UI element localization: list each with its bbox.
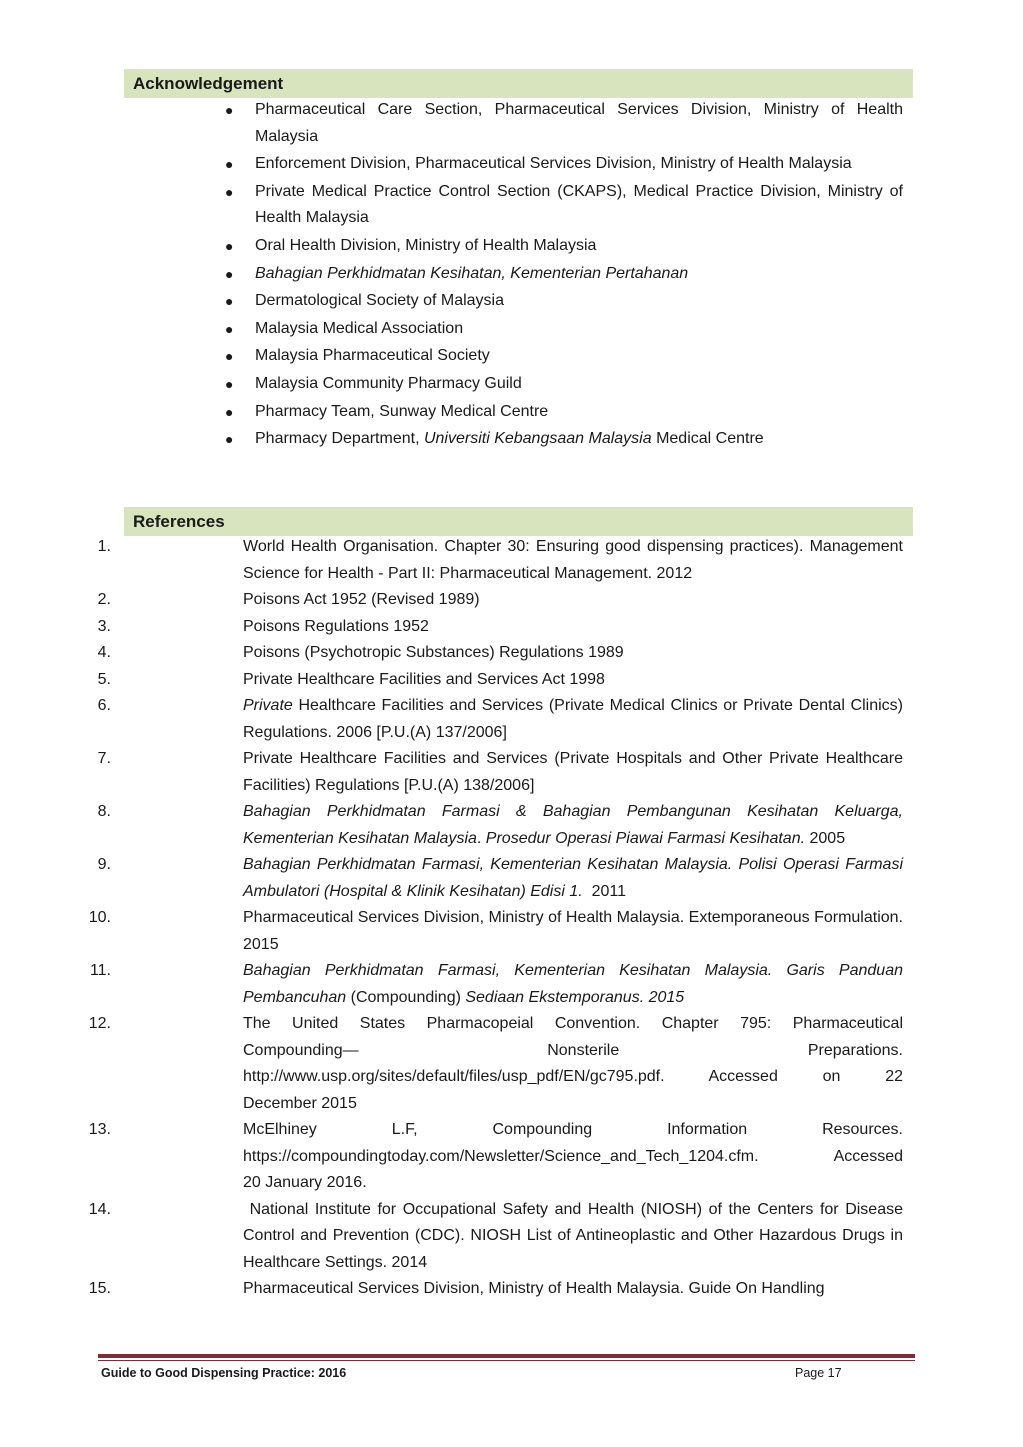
- reference-item: 3. Poisons Regulations 1952: [97, 617, 429, 635]
- footer-page-number: Page 17: [795, 1366, 842, 1380]
- reference-item: 7. Private Healthcare Facilities and Services (Private Hospitals and Other Private Healthcare Facilities) Regulations [P.U.(A) 138/2006]: [97, 750, 903, 794]
- bullet-icon: ●: [225, 102, 234, 118]
- references-list: [0, 534, 1023, 1303]
- list-item: ● Malaysia Pharmaceutical Society: [0, 343, 903, 370]
- bullet-icon: ●: [225, 320, 234, 337]
- list-item: ● Malaysia Medical Association: [0, 316, 903, 343]
- bullet-icon: ●: [225, 183, 234, 200]
- list-item: ● Enforcement Division, Pharmaceutical Services Division, Ministry of Health Malaysia: [0, 151, 903, 178]
- reference-item: 4. Poisons (Psychotropic Substances) Regulations 1989: [97, 644, 624, 661]
- bullet-icon: ●: [225, 431, 234, 448]
- reference-item: 10. Pharmaceutical Services Division, Ministry of Health Malaysia. Extemporaneous Formulation. 2015: [88, 909, 903, 953]
- reference-item: 5. Private Healthcare Facilities and Services Act 1998: [97, 670, 605, 688]
- footer-document-title: Guide to Good Dispensing Practice: 2016: [101, 1366, 347, 1380]
- acknowledgement-list: [0, 97, 1023, 454]
- reference-item: 2. Poisons Act 1952 (Revised 1989): [97, 591, 480, 608]
- list-item: ● Malaysia Community Pharmacy Guild: [0, 371, 903, 398]
- reference-item: 9. Bahagian Perkhidmatan Farmasi, Kementerian Kesihatan Malaysia. Polisi Operasi Farmasi Ambulatori (Hospital & Klinik Kesihatan) Edisi 1. 2011: [97, 856, 903, 900]
- list-item: ● Pharmacy Team, Sunway Medical Centre: [0, 399, 903, 426]
- bullet-icon: ●: [225, 293, 234, 310]
- list-item: ● Pharmaceutical Care Section, Pharmaceutical Services Division, Ministry of Health Malaysia: [0, 97, 903, 150]
- reference-item: 1. World Health Organisation. Chapter 30: Ensuring good dispensing practices). Management Science for Health - Part II: Pharmaceutical Management. 2012: [97, 538, 903, 582]
- bullet-icon: ●: [225, 348, 234, 365]
- list-item: ● Pharmacy Department, Universiti Kebangsaan Malaysia Medical Centre: [0, 426, 903, 453]
- list-item: ● Oral Health Division, Ministry of Health Malaysia: [0, 233, 903, 260]
- reference-item: 6. Private Healthcare Facilities and Services (Private Medical Clinics or Private Dental Clinics) Regulations. 2006 [P.U.(A) 137/2006]: [97, 697, 903, 741]
- list-item: ● Bahagian Perkhidmatan Kesihatan, Kementerian Pertahanan: [0, 261, 903, 288]
- list-item: ● Private Medical Practice Control Section (CKAPS), Medical Practice Division, Ministry of Health Malaysia: [0, 179, 903, 232]
- bullet-icon: ●: [225, 156, 234, 173]
- reference-item: 11. Bahagian Perkhidmatan Farmasi, Kementerian Kesihatan Malaysia. Garis Panduan Pembancuhan (Compounding) Sediaan Ekstemporanus. 2015: [89, 962, 903, 1006]
- acknowledgement-heading-bar: [124, 69, 913, 98]
- bullet-icon: ●: [225, 237, 234, 254]
- reference-item: 13. McElhiney L.F, Compounding Information Resources. https://compoundingtoday.com/Newsletter/Science_and_Tech_1204.cfm. Accessed 20 January 2016.: [88, 1121, 903, 1191]
- bullet-icon: ●: [225, 265, 234, 282]
- references-heading: References: [133, 512, 225, 531]
- references-heading-bar: [124, 507, 913, 536]
- bullet-icon: ●: [225, 403, 234, 420]
- reference-item: 12. The United States Pharmacopeial Convention. Chapter 795: Pharmaceutical Compounding— Nonsterile Preparations. http://www.usp.org/sites/default/files/usp_pdf/EN/gc795.pdf. Accessed on 22 December 2015: [88, 1015, 903, 1112]
- acknowledgement-heading: Acknowledgement: [133, 74, 284, 93]
- footer-rule-thin: [98, 1360, 915, 1361]
- bullet-icon: ●: [225, 375, 234, 392]
- list-item: ● Dermatological Society of Malaysia: [0, 288, 903, 315]
- reference-item: 8. Bahagian Perkhidmatan Farmasi & Bahagian Pembangunan Kesihatan Keluarga, Kementerian Kesihatan Malaysia. Prosedur Operasi Piawai Farmasi Kesihatan. 2005: [97, 803, 903, 847]
- footer-rule-thick: [98, 1354, 915, 1358]
- reference-item: 15. Pharmaceutical Services Division, Ministry of Health Malaysia. Guide On Handling: [88, 1280, 825, 1297]
- reference-item: 14. National Institute for Occupational Safety and Health (NIOSH) of the Centers for Disease Control and Prevention (CDC). NIOSH List of Antineoplastic and Other Hazardous Drugs in Healthcare Settings. 2014: [88, 1200, 908, 1271]
